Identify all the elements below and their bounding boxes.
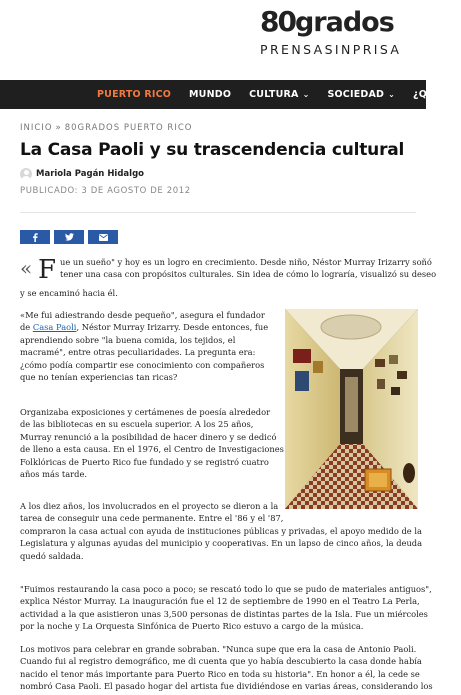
logo-word: grados — [294, 7, 394, 38]
lead-line: y se encaminó hacia él. — [20, 288, 118, 298]
nav-item-que-hay[interactable] — [413, 89, 461, 100]
lead-line: ue un sueño" y hoy es un logro en crecimiento. Desde niño, Néstor Murray Irizarry soñó — [60, 257, 432, 267]
breadcrumb — [20, 123, 192, 133]
paragraph-line: explica Néstor Murray. La inauguración fue el 12 de septiembre de 1990 en el Teatro La Perla, — [20, 596, 420, 607]
dropcap-letter: F — [38, 255, 57, 285]
paragraph-line: de las bibliotecas en su escuela superior. A los 25 años, — [20, 419, 254, 430]
email-icon — [99, 234, 108, 241]
share-facebook-button[interactable] — [20, 230, 50, 244]
nav-item-puerto-rico[interactable] — [97, 89, 171, 100]
paragraph-line: que no tenían experiencias tan ricas? — [20, 372, 178, 383]
paragraph-line: Murray renunció a la posibilidad de hacer dinero y se dedicó — [20, 431, 277, 442]
paragraph-line: tarea de conseguir una cede permanente. Entre el '86 y el '87, — [20, 513, 284, 524]
publish-date: PUBLICADO: 3 DE AGOSTO DE 2012 — [20, 186, 191, 196]
logo-number: 80 — [260, 5, 295, 38]
breadcrumb-home-link[interactable]: INICIO — [20, 123, 53, 133]
logo-tagline: PRENSASINPRISA — [260, 42, 402, 57]
paragraph-line: actividad a la que asistieron unas 3,500 personas de distintas partes de la Isla. Fue un miércoles — [20, 608, 428, 619]
paragraph-line: Legislatura y algunas ayudas del municipio y cooperativas. En un lapso de cinco años, la deuda — [20, 538, 423, 549]
chevron-down-icon: ⌄ — [388, 90, 396, 99]
paragraph-line — [20, 321, 268, 333]
paragraph-line: aprendiendo sobre "la buena comida, los tejidos, el — [20, 334, 236, 345]
logo-wordmark — [260, 4, 426, 40]
paragraph-line: Folklóricas de Puerto Rico fue fundado y se registró cuatro — [20, 456, 269, 467]
hallway-photo-illustration — [285, 309, 418, 509]
nav-item-label: PUERTO RICO — [97, 89, 172, 100]
line-text: de — [20, 322, 33, 333]
nav-item-label: SOCIEDAD — [327, 89, 385, 100]
hallway-photo — [285, 309, 418, 509]
paragraph-line: quedó saldada. — [20, 550, 84, 561]
facebook-icon — [32, 233, 38, 242]
chevron-down-icon: ⌄ — [302, 90, 310, 99]
paragraph-line: A los diez años, los involucrados en el proyecto se dieron a la — [20, 501, 279, 511]
paragraph-line: «Me fui adiestrando desde pequeño", asegura el fundador — [20, 310, 265, 320]
lead-quote-mark: « — [20, 256, 33, 280]
casa-paoli-link[interactable]: Casa Paoli — [32, 322, 77, 333]
paragraph-line: nombró Casa Paoli. El pasado hogar del artista fue dividiéndose en varias áreas, considerando los — [20, 681, 433, 692]
paragraph-line: Cuando fui al registro demográfico, me di cuenta que yo había descubierto la casa donde había — [20, 656, 422, 667]
paragraph-line: por la noche y La Orquesta Sinfónica de Puerto Rico estuvo a cargo de la música. — [20, 621, 364, 632]
nav-item-label: CULTURA — [249, 89, 299, 100]
paragraph-line: Los motivos para celebrar en grande sobraban. "Nunca supe que era la casa de Antonio Paoli. — [20, 644, 417, 654]
paragraph-line: nacido el tenor más importante para Puerto Rico en toda su historia". En honor a él, la cede se — [20, 668, 420, 679]
share-twitter-button[interactable] — [54, 230, 84, 244]
article-paragraph — [20, 500, 422, 562]
nav-item-sociedad[interactable] — [327, 89, 395, 100]
author-avatar-icon — [20, 168, 32, 180]
author-row — [20, 168, 144, 180]
breadcrumb-separator: » — [55, 123, 62, 133]
twitter-icon — [65, 233, 74, 241]
paragraph-line: macramé", entre otras peculiaridades. La pregunta era: — [20, 347, 256, 358]
lead-line: tener una casa con propósitos culturales. Sin idea de cómo lo lograría, visualizó su deseo — [60, 269, 437, 280]
nav-item-label: MUNDO — [189, 89, 232, 100]
nav-item-mundo[interactable] — [189, 89, 231, 100]
article-paragraph — [20, 309, 268, 383]
nav-item-label: ¿QUÉ HA — [413, 89, 461, 100]
paragraph-line: Organizaba exposiciones y certámenes de poesía alrededor — [20, 407, 271, 417]
nav-item-cultura[interactable] — [249, 89, 309, 100]
article-paragraph — [20, 583, 432, 633]
paragraph-line: ¿cómo podía compartir ese conocimiento con compañeros — [20, 359, 265, 370]
divider — [20, 212, 416, 213]
paragraph-line: compraron la casa actual con ayuda de instituciones públicas y privadas, el apoyo medido de la — [20, 525, 422, 536]
breadcrumb-section-link[interactable]: 80GRADOS PUERTO RICO — [64, 123, 193, 133]
author-name-link[interactable]: Mariola Pagán Hidalgo — [36, 169, 145, 179]
site-logo[interactable] — [260, 4, 426, 64]
masthead — [0, 0, 426, 80]
article-title: La Casa Paoli y su trascendencia cultural — [20, 140, 405, 160]
paragraph-line: "Fuimos restaurando la casa poco a poco; se rescató todo lo que se pudo de materiales antiguos", — [20, 584, 432, 594]
main-navigation — [0, 80, 461, 109]
line-text: , Néstor Murray Irizarry. Desde entonces, fue — [76, 322, 269, 333]
share-email-button[interactable] — [88, 230, 118, 244]
article-paragraph — [20, 643, 433, 693]
paragraph-line: años más tarde. — [20, 469, 87, 480]
article-paragraph — [20, 406, 284, 480]
paragraph-line: de lleno a esta causa. En el 1976, el Centro de Investigaciones — [20, 444, 284, 455]
